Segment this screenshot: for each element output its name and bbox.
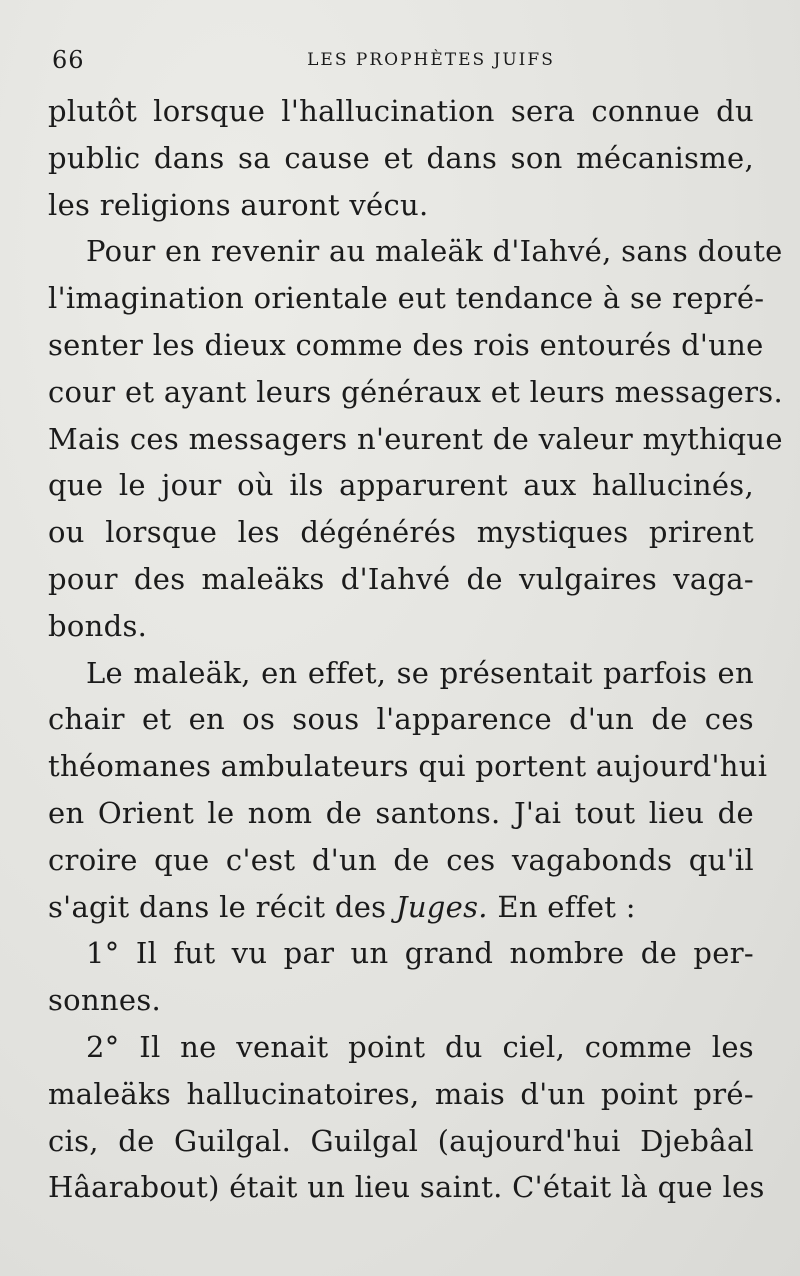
page-header <box>48 40 754 88</box>
text-line: cis, de Guilgal. Guilgal (aujourd'hui Djebâal <box>48 1123 754 1158</box>
text-line: public dans sa cause et dans son mécanisme, <box>48 140 754 175</box>
text-line: senter les dieux comme des rois entourés d'une <box>48 327 764 362</box>
paragraph <box>48 650 768 931</box>
text-line <box>48 884 754 931</box>
text-line: 2° Il ne venait point du ciel, comme les <box>86 1029 754 1064</box>
text-line: Le maleäk, en effet, se présentait parfois en <box>86 655 754 690</box>
text-line: Hâarabout) était un lieu saint. C'était là que les <box>48 1170 765 1205</box>
text-line: maleäks hallucinatoires, mais d'un point pré- <box>48 1076 754 1111</box>
running-title: LES PROPHÈTES JUIFS <box>307 50 555 70</box>
text-line: sonnes. <box>48 983 162 1018</box>
text-line: en Orient le nom de santons. J'ai tout lieu de <box>48 795 754 830</box>
text-line: pour des maleäks d'Iahvé de vulgaires vaga- <box>48 561 754 596</box>
text-line: bonds. <box>48 608 148 643</box>
text-line: les religions auront vécu. <box>48 187 429 222</box>
text-line: 1° Il fut vu par un grand nombre de per- <box>86 936 754 971</box>
body-text <box>48 88 783 1211</box>
text-line: Pour en revenir au maleäk d'Iahvé, sans doute <box>86 234 783 269</box>
text-line: chair et en os sous l'apparence d'un de ces <box>48 702 754 737</box>
page-number: 66 <box>52 46 85 74</box>
text-line: plutôt lorsque l'hallucination sera connue du <box>48 94 754 128</box>
paragraph <box>48 1024 765 1211</box>
text-line: théomanes ambulateurs qui portent aujourd'hui <box>48 749 768 784</box>
text-segment: s'agit dans le récit des <box>48 889 396 924</box>
text-segment: En effet : <box>487 889 636 924</box>
paragraph <box>48 228 783 649</box>
text-line: cour et ayant leurs généraux et leurs messagers. <box>48 374 783 409</box>
text-line: que le jour où ils apparurent aux hallucinés, <box>48 468 754 503</box>
paragraph <box>48 88 754 228</box>
text-line: Mais ces messagers n'eurent de valeur mythique <box>48 421 783 456</box>
book-title-italic: Juges. <box>395 889 488 924</box>
paragraph <box>48 930 754 1024</box>
text-line: ou lorsque les dégénérés mystiques prirent <box>48 515 754 550</box>
text-line: croire que c'est d'un de ces vagabonds qu'il <box>48 842 754 877</box>
text-line: l'imagination orientale eut tendance à se repré- <box>48 281 765 316</box>
